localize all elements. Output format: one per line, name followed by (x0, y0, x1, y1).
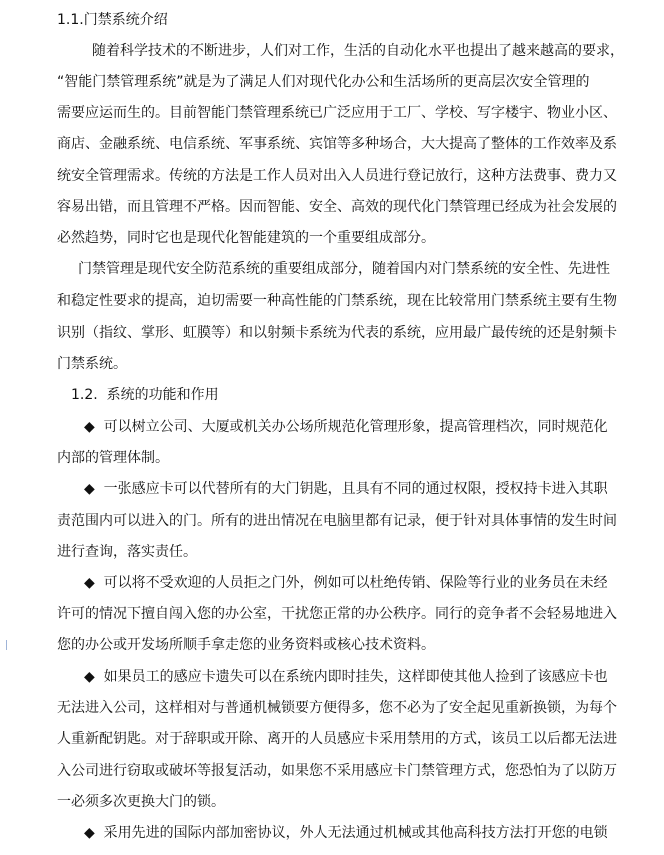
paragraph-2-line: 和稳定性要求的提高，迫切需要一种高性能的门禁系统，现在比较常用门禁系统主要有生物 (57, 293, 617, 309)
bullet-4-line: 入公司进行窃取或破坏等报复活动，如果您不采用感应卡门禁管理方式，您恐怕为了以防万 (57, 763, 617, 779)
bullet-1-line: ◆ 可以树立公司、大厦或机关办公场所规范化管理形象，提高管理档次，同时规范化 (84, 419, 608, 435)
bullet-1-line: 内部的管理体制。 (57, 450, 169, 466)
paragraph-1-line: 容易出错，而且管理不严格。因而智能、安全、高效的现代化门禁管理已经成为社会发展的 (57, 199, 617, 215)
paragraph-2-line: 门禁系统。 (57, 356, 127, 372)
bullet-2-line: 责范围内可以进入的门。所有的进出情况在电脑里都有记录，便于针对具体事情的发生时间 (57, 513, 617, 529)
paragraph-2-line: 识别（指纹、掌形、虹膜等）和以射频卡系统为代表的系统，应用最广最传统的还是射频卡 (57, 325, 617, 341)
paragraph-1-line: 统安全管理需求。传统的方法是工作人员对出入人员进行登记放行，这种方法费事、费力又 (57, 168, 617, 184)
bullet-3-line: ◆ 可以将不受欢迎的人员拒之门外，例如可以杜绝传销、保险等行业的业务员在未经 (84, 575, 608, 591)
paragraph-2-line: 门禁管理是现代安全防范系统的重要组成部分，随着国内对门禁系统的安全性、先进性 (78, 261, 610, 277)
bullet-3-line: 您的办公或开发场所顺手拿走您的业务资料或核心技术资料。 (57, 637, 435, 653)
paragraph-1-line: 必然趋势，同时它也是现代化智能建筑的一个重要组成部分。 (57, 230, 435, 246)
section-heading-1-2: 1.2. 系统的功能和作用 (71, 387, 219, 403)
bullet-3-line: 许可的情况下擅自闯入您的办公室，干扰您正常的办公秩序。同行的竞争者不会轻易地进入 (57, 606, 617, 622)
bullet-4-line: 一必须多次更换大门的锁。 (57, 794, 225, 810)
bullet-2-line: 进行查询，落实责任。 (57, 544, 197, 560)
bullet-4-line: 人重新配钥匙。对于辞职或开除、离开的人员感应卡采用禁用的方式，该员工以后都无法进 (57, 731, 617, 747)
paragraph-1-line: 商店、金融系统、电信系统、军事系统、宾馆等多种场合，大大提高了整体的工作效率及系 (57, 136, 617, 152)
bullet-4-line: ◆ 如果员工的感应卡遗失可以在系统内即时挂失，这样即使其他人捡到了该感应卡也 (84, 669, 608, 685)
paragraph-1-line: “智能门禁管理系统”就是为了满足人们对现代化办公和生活场所的更高层次安全管理的 (57, 74, 590, 90)
margin-marker (6, 640, 13, 650)
section-heading-1-1: 1.1.门禁系统介绍 (57, 12, 168, 28)
paragraph-1-line: 随着科学技术的不断进步，人们对工作，生活的自动化水平也提出了越来越高的要求， (92, 43, 624, 59)
paragraph-1-line: 需要应运而生的。目前智能门禁管理系统已广泛应用于工厂、学校、写字楼宇、物业小区、 (57, 105, 617, 121)
bullet-5-line: ◆ 采用先进的国际内部加密协议，外人无法通过机械或其他高科技方法打开您的电锁 (84, 825, 608, 841)
bullet-4-line: 无法进入公司，这样相对与普通机械锁要方便得多，您不必为了安全起见重新换锁，为每个 (57, 700, 617, 716)
bullet-2-line: ◆ 一张感应卡可以代替所有的大门钥匙，且具有不同的通过权限，授权持卡进入其职 (84, 481, 608, 497)
